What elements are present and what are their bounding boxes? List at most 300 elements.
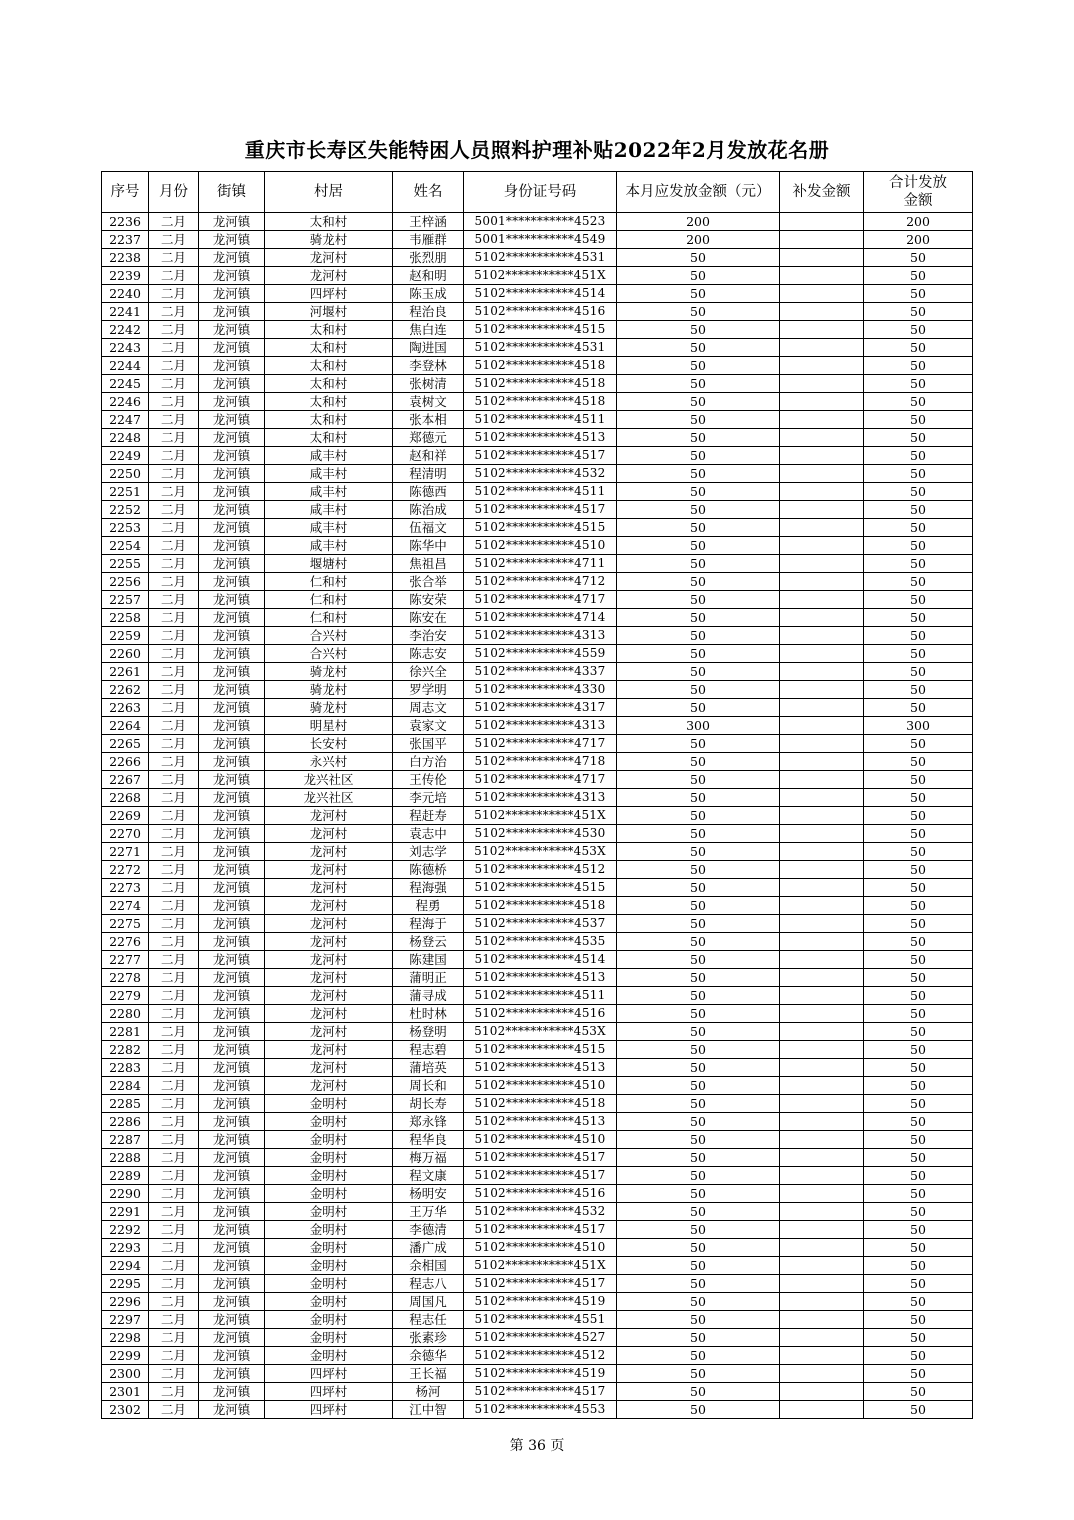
cell-name: 程清明 (393, 465, 464, 483)
cell-index: 2255 (102, 555, 149, 573)
cell-town: 龙河镇 (199, 303, 265, 321)
cell-name: 杨登明 (393, 1023, 464, 1041)
cell-monthly-amount: 50 (617, 1329, 780, 1347)
cell-id-number: 5102***********4516 (464, 1185, 617, 1203)
cell-village: 咸丰村 (265, 501, 393, 519)
table-row (102, 411, 973, 429)
cell-supplementary-amount (780, 915, 864, 933)
cell-id-number: 5102***********4517 (464, 447, 617, 465)
cell-id-number: 5102***********4527 (464, 1329, 617, 1347)
table-row (102, 1203, 973, 1221)
cell-index: 2279 (102, 987, 149, 1005)
cell-town: 龙河镇 (199, 1239, 265, 1257)
cell-month: 二月 (149, 573, 199, 591)
table-row (102, 663, 973, 681)
cell-total-amount: 50 (864, 1149, 973, 1167)
cell-town: 龙河镇 (199, 573, 265, 591)
cell-monthly-amount: 50 (617, 1077, 780, 1095)
cell-month: 二月 (149, 519, 199, 537)
cell-total-amount: 50 (864, 861, 973, 879)
cell-village: 金明村 (265, 1275, 393, 1293)
cell-name: 蒲培英 (393, 1059, 464, 1077)
cell-monthly-amount: 50 (617, 1293, 780, 1311)
table-row (102, 699, 973, 717)
header-index: 序号 (102, 172, 149, 213)
cell-total-amount: 50 (864, 1005, 973, 1023)
cell-index: 2264 (102, 717, 149, 735)
cell-month: 二月 (149, 375, 199, 393)
cell-month: 二月 (149, 825, 199, 843)
cell-monthly-amount: 50 (617, 285, 780, 303)
cell-town: 龙河镇 (199, 987, 265, 1005)
cell-supplementary-amount (780, 501, 864, 519)
table-row (102, 519, 973, 537)
cell-total-amount: 200 (864, 213, 973, 231)
cell-monthly-amount: 50 (617, 465, 780, 483)
cell-village: 龙河村 (265, 1059, 393, 1077)
cell-supplementary-amount (780, 627, 864, 645)
cell-total-amount: 50 (864, 1257, 973, 1275)
cell-total-amount: 50 (864, 1239, 973, 1257)
cell-monthly-amount: 50 (617, 1401, 780, 1419)
cell-month: 二月 (149, 429, 199, 447)
cell-supplementary-amount (780, 861, 864, 879)
cell-village: 龙兴社区 (265, 771, 393, 789)
cell-name: 陶进国 (393, 339, 464, 357)
cell-total-amount: 50 (864, 303, 973, 321)
cell-name: 焦白连 (393, 321, 464, 339)
table-row (102, 393, 973, 411)
cell-village: 龙河村 (265, 843, 393, 861)
cell-id-number: 5102***********4518 (464, 897, 617, 915)
cell-month: 二月 (149, 627, 199, 645)
cell-name: 蒲寻成 (393, 987, 464, 1005)
table-row (102, 1095, 973, 1113)
cell-id-number: 5102***********4717 (464, 591, 617, 609)
cell-total-amount: 50 (864, 753, 973, 771)
cell-town: 龙河镇 (199, 933, 265, 951)
cell-supplementary-amount (780, 1275, 864, 1293)
cell-monthly-amount: 50 (617, 1185, 780, 1203)
cell-village: 四坪村 (265, 1401, 393, 1419)
table-row (102, 1005, 973, 1023)
cell-supplementary-amount (780, 1077, 864, 1095)
cell-month: 二月 (149, 1383, 199, 1401)
cell-id-number: 5102***********4510 (464, 1077, 617, 1095)
cell-town: 龙河镇 (199, 753, 265, 771)
cell-month: 二月 (149, 879, 199, 897)
table-row (102, 951, 973, 969)
cell-index: 2281 (102, 1023, 149, 1041)
cell-monthly-amount: 50 (617, 447, 780, 465)
table-row (102, 1221, 973, 1239)
cell-month: 二月 (149, 339, 199, 357)
cell-village: 龙河村 (265, 987, 393, 1005)
cell-index: 2287 (102, 1131, 149, 1149)
cell-index: 2253 (102, 519, 149, 537)
cell-total-amount: 50 (864, 537, 973, 555)
cell-name: 陈玉成 (393, 285, 464, 303)
cell-supplementary-amount (780, 645, 864, 663)
cell-monthly-amount: 50 (617, 1131, 780, 1149)
cell-id-number: 5102***********4517 (464, 1149, 617, 1167)
cell-village: 金明村 (265, 1167, 393, 1185)
cell-index: 2242 (102, 321, 149, 339)
cell-name: 陈安在 (393, 609, 464, 627)
cell-month: 二月 (149, 1275, 199, 1293)
table-row (102, 1149, 973, 1167)
cell-village: 金明村 (265, 1257, 393, 1275)
cell-village: 咸丰村 (265, 537, 393, 555)
cell-town: 龙河镇 (199, 591, 265, 609)
table-row (102, 861, 973, 879)
cell-name: 余德华 (393, 1347, 464, 1365)
roster-table (101, 171, 973, 1419)
cell-monthly-amount: 50 (617, 1203, 780, 1221)
cell-id-number: 5102***********451X (464, 1257, 617, 1275)
cell-supplementary-amount (780, 393, 864, 411)
cell-id-number: 5102***********4532 (464, 465, 617, 483)
cell-village: 金明村 (265, 1293, 393, 1311)
cell-supplementary-amount (780, 771, 864, 789)
table-row (102, 1041, 973, 1059)
cell-id-number: 5102***********4519 (464, 1365, 617, 1383)
cell-monthly-amount: 50 (617, 267, 780, 285)
cell-month: 二月 (149, 1185, 199, 1203)
cell-monthly-amount: 50 (617, 1365, 780, 1383)
cell-id-number: 5102***********4511 (464, 483, 617, 501)
cell-village: 金明村 (265, 1095, 393, 1113)
cell-id-number: 5102***********4517 (464, 1275, 617, 1293)
cell-id-number: 5102***********4530 (464, 825, 617, 843)
cell-village: 金明村 (265, 1221, 393, 1239)
cell-id-number: 5102***********4337 (464, 663, 617, 681)
cell-total-amount: 50 (864, 1329, 973, 1347)
cell-index: 2299 (102, 1347, 149, 1365)
cell-month: 二月 (149, 951, 199, 969)
cell-total-amount: 50 (864, 933, 973, 951)
cell-monthly-amount: 50 (617, 1311, 780, 1329)
cell-supplementary-amount (780, 1293, 864, 1311)
cell-monthly-amount: 50 (617, 663, 780, 681)
table-row (102, 735, 973, 753)
table-row (102, 969, 973, 987)
cell-name: 程海强 (393, 879, 464, 897)
cell-index: 2241 (102, 303, 149, 321)
cell-total-amount: 50 (864, 1383, 973, 1401)
cell-town: 龙河镇 (199, 1041, 265, 1059)
cell-name: 程赶寿 (393, 807, 464, 825)
cell-monthly-amount: 200 (617, 213, 780, 231)
cell-total-amount: 50 (864, 663, 973, 681)
cell-name: 陈建国 (393, 951, 464, 969)
cell-id-number: 5102***********4714 (464, 609, 617, 627)
cell-id-number: 5102***********4531 (464, 249, 617, 267)
cell-monthly-amount: 50 (617, 1239, 780, 1257)
cell-month: 二月 (149, 591, 199, 609)
cell-town: 龙河镇 (199, 213, 265, 231)
cell-month: 二月 (149, 393, 199, 411)
cell-id-number: 5102***********4516 (464, 303, 617, 321)
cell-town: 龙河镇 (199, 1257, 265, 1275)
cell-name: 蒲明正 (393, 969, 464, 987)
cell-supplementary-amount (780, 231, 864, 249)
cell-monthly-amount: 50 (617, 1221, 780, 1239)
cell-month: 二月 (149, 1329, 199, 1347)
cell-village: 金明村 (265, 1185, 393, 1203)
table-row (102, 303, 973, 321)
cell-town: 龙河镇 (199, 879, 265, 897)
cell-id-number: 5102***********4516 (464, 1005, 617, 1023)
table-row (102, 447, 973, 465)
table-row (102, 897, 973, 915)
cell-name: 程华良 (393, 1131, 464, 1149)
cell-monthly-amount: 50 (617, 1149, 780, 1167)
cell-village: 龙河村 (265, 1023, 393, 1041)
cell-id-number: 5102***********4712 (464, 573, 617, 591)
cell-monthly-amount: 50 (617, 249, 780, 267)
header-village: 村居 (265, 172, 393, 213)
cell-supplementary-amount (780, 1023, 864, 1041)
cell-supplementary-amount (780, 321, 864, 339)
cell-name: 梅万福 (393, 1149, 464, 1167)
cell-name: 程海于 (393, 915, 464, 933)
cell-name: 袁家文 (393, 717, 464, 735)
cell-supplementary-amount (780, 807, 864, 825)
cell-name: 王梓涵 (393, 213, 464, 231)
cell-village: 仁和村 (265, 573, 393, 591)
cell-total-amount: 50 (864, 1275, 973, 1293)
cell-index: 2243 (102, 339, 149, 357)
cell-monthly-amount: 50 (617, 1059, 780, 1077)
cell-monthly-amount: 50 (617, 1041, 780, 1059)
table-row (102, 1077, 973, 1095)
cell-index: 2271 (102, 843, 149, 861)
cell-month: 二月 (149, 1365, 199, 1383)
cell-town: 龙河镇 (199, 357, 265, 375)
cell-index: 2291 (102, 1203, 149, 1221)
cell-index: 2277 (102, 951, 149, 969)
cell-village: 永兴村 (265, 753, 393, 771)
cell-id-number: 5102***********451X (464, 807, 617, 825)
cell-index: 2292 (102, 1221, 149, 1239)
cell-town: 龙河镇 (199, 951, 265, 969)
cell-total-amount: 200 (864, 231, 973, 249)
cell-total-amount: 50 (864, 1347, 973, 1365)
table-row (102, 1113, 973, 1131)
page-number: 第 36 页 (509, 1438, 565, 1454)
cell-id-number: 5102***********453X (464, 843, 617, 861)
cell-town: 龙河镇 (199, 321, 265, 339)
cell-total-amount: 50 (864, 1203, 973, 1221)
cell-month: 二月 (149, 321, 199, 339)
cell-name: 焦祖昌 (393, 555, 464, 573)
cell-town: 龙河镇 (199, 1077, 265, 1095)
cell-id-number: 5102***********4317 (464, 699, 617, 717)
cell-index: 2257 (102, 591, 149, 609)
cell-village: 合兴村 (265, 645, 393, 663)
cell-town: 龙河镇 (199, 1401, 265, 1419)
cell-total-amount: 50 (864, 1167, 973, 1185)
cell-village: 龙河村 (265, 969, 393, 987)
cell-name: 王传伦 (393, 771, 464, 789)
cell-name: 陈安荣 (393, 591, 464, 609)
cell-name: 陈华中 (393, 537, 464, 555)
cell-id-number: 5102***********4514 (464, 285, 617, 303)
cell-village: 金明村 (265, 1113, 393, 1131)
cell-village: 龙河村 (265, 897, 393, 915)
table-row (102, 231, 973, 249)
cell-name: 杨登云 (393, 933, 464, 951)
cell-supplementary-amount (780, 1149, 864, 1167)
table-row (102, 375, 973, 393)
cell-id-number: 5102***********4515 (464, 1041, 617, 1059)
cell-month: 二月 (149, 249, 199, 267)
cell-id-number: 5102***********451X (464, 267, 617, 285)
cell-town: 龙河镇 (199, 1005, 265, 1023)
cell-monthly-amount: 300 (617, 717, 780, 735)
cell-index: 2258 (102, 609, 149, 627)
cell-name: 张烈朋 (393, 249, 464, 267)
cell-index: 2240 (102, 285, 149, 303)
cell-total-amount: 50 (864, 915, 973, 933)
cell-town: 龙河镇 (199, 1023, 265, 1041)
cell-id-number: 5102***********4535 (464, 933, 617, 951)
cell-total-amount: 50 (864, 987, 973, 1005)
cell-monthly-amount: 50 (617, 357, 780, 375)
cell-town: 龙河镇 (199, 1383, 265, 1401)
cell-town: 龙河镇 (199, 627, 265, 645)
cell-index: 2276 (102, 933, 149, 951)
cell-month: 二月 (149, 1293, 199, 1311)
cell-index: 2263 (102, 699, 149, 717)
cell-id-number: 5102***********4513 (464, 1059, 617, 1077)
cell-id-number: 5102***********4517 (464, 501, 617, 519)
cell-month: 二月 (149, 915, 199, 933)
cell-town: 龙河镇 (199, 843, 265, 861)
cell-index: 2244 (102, 357, 149, 375)
cell-town: 龙河镇 (199, 861, 265, 879)
cell-name: 赵和明 (393, 267, 464, 285)
cell-month: 二月 (149, 1167, 199, 1185)
cell-town: 龙河镇 (199, 897, 265, 915)
cell-total-amount: 50 (864, 591, 973, 609)
cell-monthly-amount: 50 (617, 1167, 780, 1185)
cell-id-number: 5102***********4519 (464, 1293, 617, 1311)
cell-village: 龙河村 (265, 825, 393, 843)
cell-name: 刘志学 (393, 843, 464, 861)
cell-id-number: 5102***********4717 (464, 771, 617, 789)
table-row (102, 1023, 973, 1041)
cell-index: 2284 (102, 1077, 149, 1095)
cell-village: 太和村 (265, 411, 393, 429)
cell-index: 2295 (102, 1275, 149, 1293)
cell-town: 龙河镇 (199, 537, 265, 555)
cell-month: 二月 (149, 231, 199, 249)
cell-name: 程志八 (393, 1275, 464, 1293)
cell-name: 韦雁群 (393, 231, 464, 249)
cell-total-amount: 50 (864, 951, 973, 969)
cell-town: 龙河镇 (199, 699, 265, 717)
cell-supplementary-amount (780, 1041, 864, 1059)
cell-index: 2278 (102, 969, 149, 987)
cell-index: 2252 (102, 501, 149, 519)
header-month: 月份 (149, 172, 199, 213)
cell-town: 龙河镇 (199, 1095, 265, 1113)
cell-index: 2259 (102, 627, 149, 645)
cell-village: 太和村 (265, 393, 393, 411)
cell-village: 金明村 (265, 1149, 393, 1167)
table-row (102, 1185, 973, 1203)
cell-id-number: 5102***********4518 (464, 1095, 617, 1113)
cell-total-amount: 50 (864, 573, 973, 591)
cell-total-amount: 50 (864, 1023, 973, 1041)
cell-id-number: 5102***********4532 (464, 1203, 617, 1221)
cell-town: 龙河镇 (199, 645, 265, 663)
cell-id-number: 5102***********4518 (464, 357, 617, 375)
cell-town: 龙河镇 (199, 825, 265, 843)
cell-monthly-amount: 50 (617, 879, 780, 897)
cell-name: 白方治 (393, 753, 464, 771)
cell-name: 程志碧 (393, 1041, 464, 1059)
cell-index: 2286 (102, 1113, 149, 1131)
header-total-amount: 合计发放金额 (864, 172, 973, 213)
cell-monthly-amount: 50 (617, 303, 780, 321)
cell-total-amount: 50 (864, 1095, 973, 1113)
cell-index: 2251 (102, 483, 149, 501)
cell-id-number: 5102***********4330 (464, 681, 617, 699)
cell-id-number: 5102***********4313 (464, 789, 617, 807)
cell-month: 二月 (149, 1023, 199, 1041)
header-id-number: 身份证号码 (464, 172, 617, 213)
cell-supplementary-amount (780, 1239, 864, 1257)
cell-id-number: 5102***********4531 (464, 339, 617, 357)
table-row (102, 771, 973, 789)
cell-supplementary-amount (780, 591, 864, 609)
cell-month: 二月 (149, 1095, 199, 1113)
cell-village: 骑龙村 (265, 231, 393, 249)
cell-index: 2267 (102, 771, 149, 789)
cell-index: 2250 (102, 465, 149, 483)
table-row (102, 825, 973, 843)
cell-index: 2261 (102, 663, 149, 681)
cell-town: 龙河镇 (199, 1113, 265, 1131)
cell-month: 二月 (149, 753, 199, 771)
cell-name: 王万华 (393, 1203, 464, 1221)
cell-monthly-amount: 50 (617, 1257, 780, 1275)
cell-town: 龙河镇 (199, 501, 265, 519)
cell-supplementary-amount (780, 699, 864, 717)
cell-village: 金明村 (265, 1203, 393, 1221)
cell-month: 二月 (149, 1005, 199, 1023)
cell-month: 二月 (149, 717, 199, 735)
cell-supplementary-amount (780, 1005, 864, 1023)
cell-town: 龙河镇 (199, 1059, 265, 1077)
cell-town: 龙河镇 (199, 807, 265, 825)
cell-town: 龙河镇 (199, 267, 265, 285)
cell-total-amount: 50 (864, 339, 973, 357)
header-town: 街镇 (199, 172, 265, 213)
cell-monthly-amount: 50 (617, 375, 780, 393)
cell-name: 李德清 (393, 1221, 464, 1239)
cell-id-number: 5102***********4513 (464, 429, 617, 447)
table-row (102, 1383, 973, 1401)
cell-monthly-amount: 50 (617, 1113, 780, 1131)
cell-index: 2302 (102, 1401, 149, 1419)
table-row (102, 339, 973, 357)
cell-id-number: 5001***********4549 (464, 231, 617, 249)
table-row (102, 1365, 973, 1383)
